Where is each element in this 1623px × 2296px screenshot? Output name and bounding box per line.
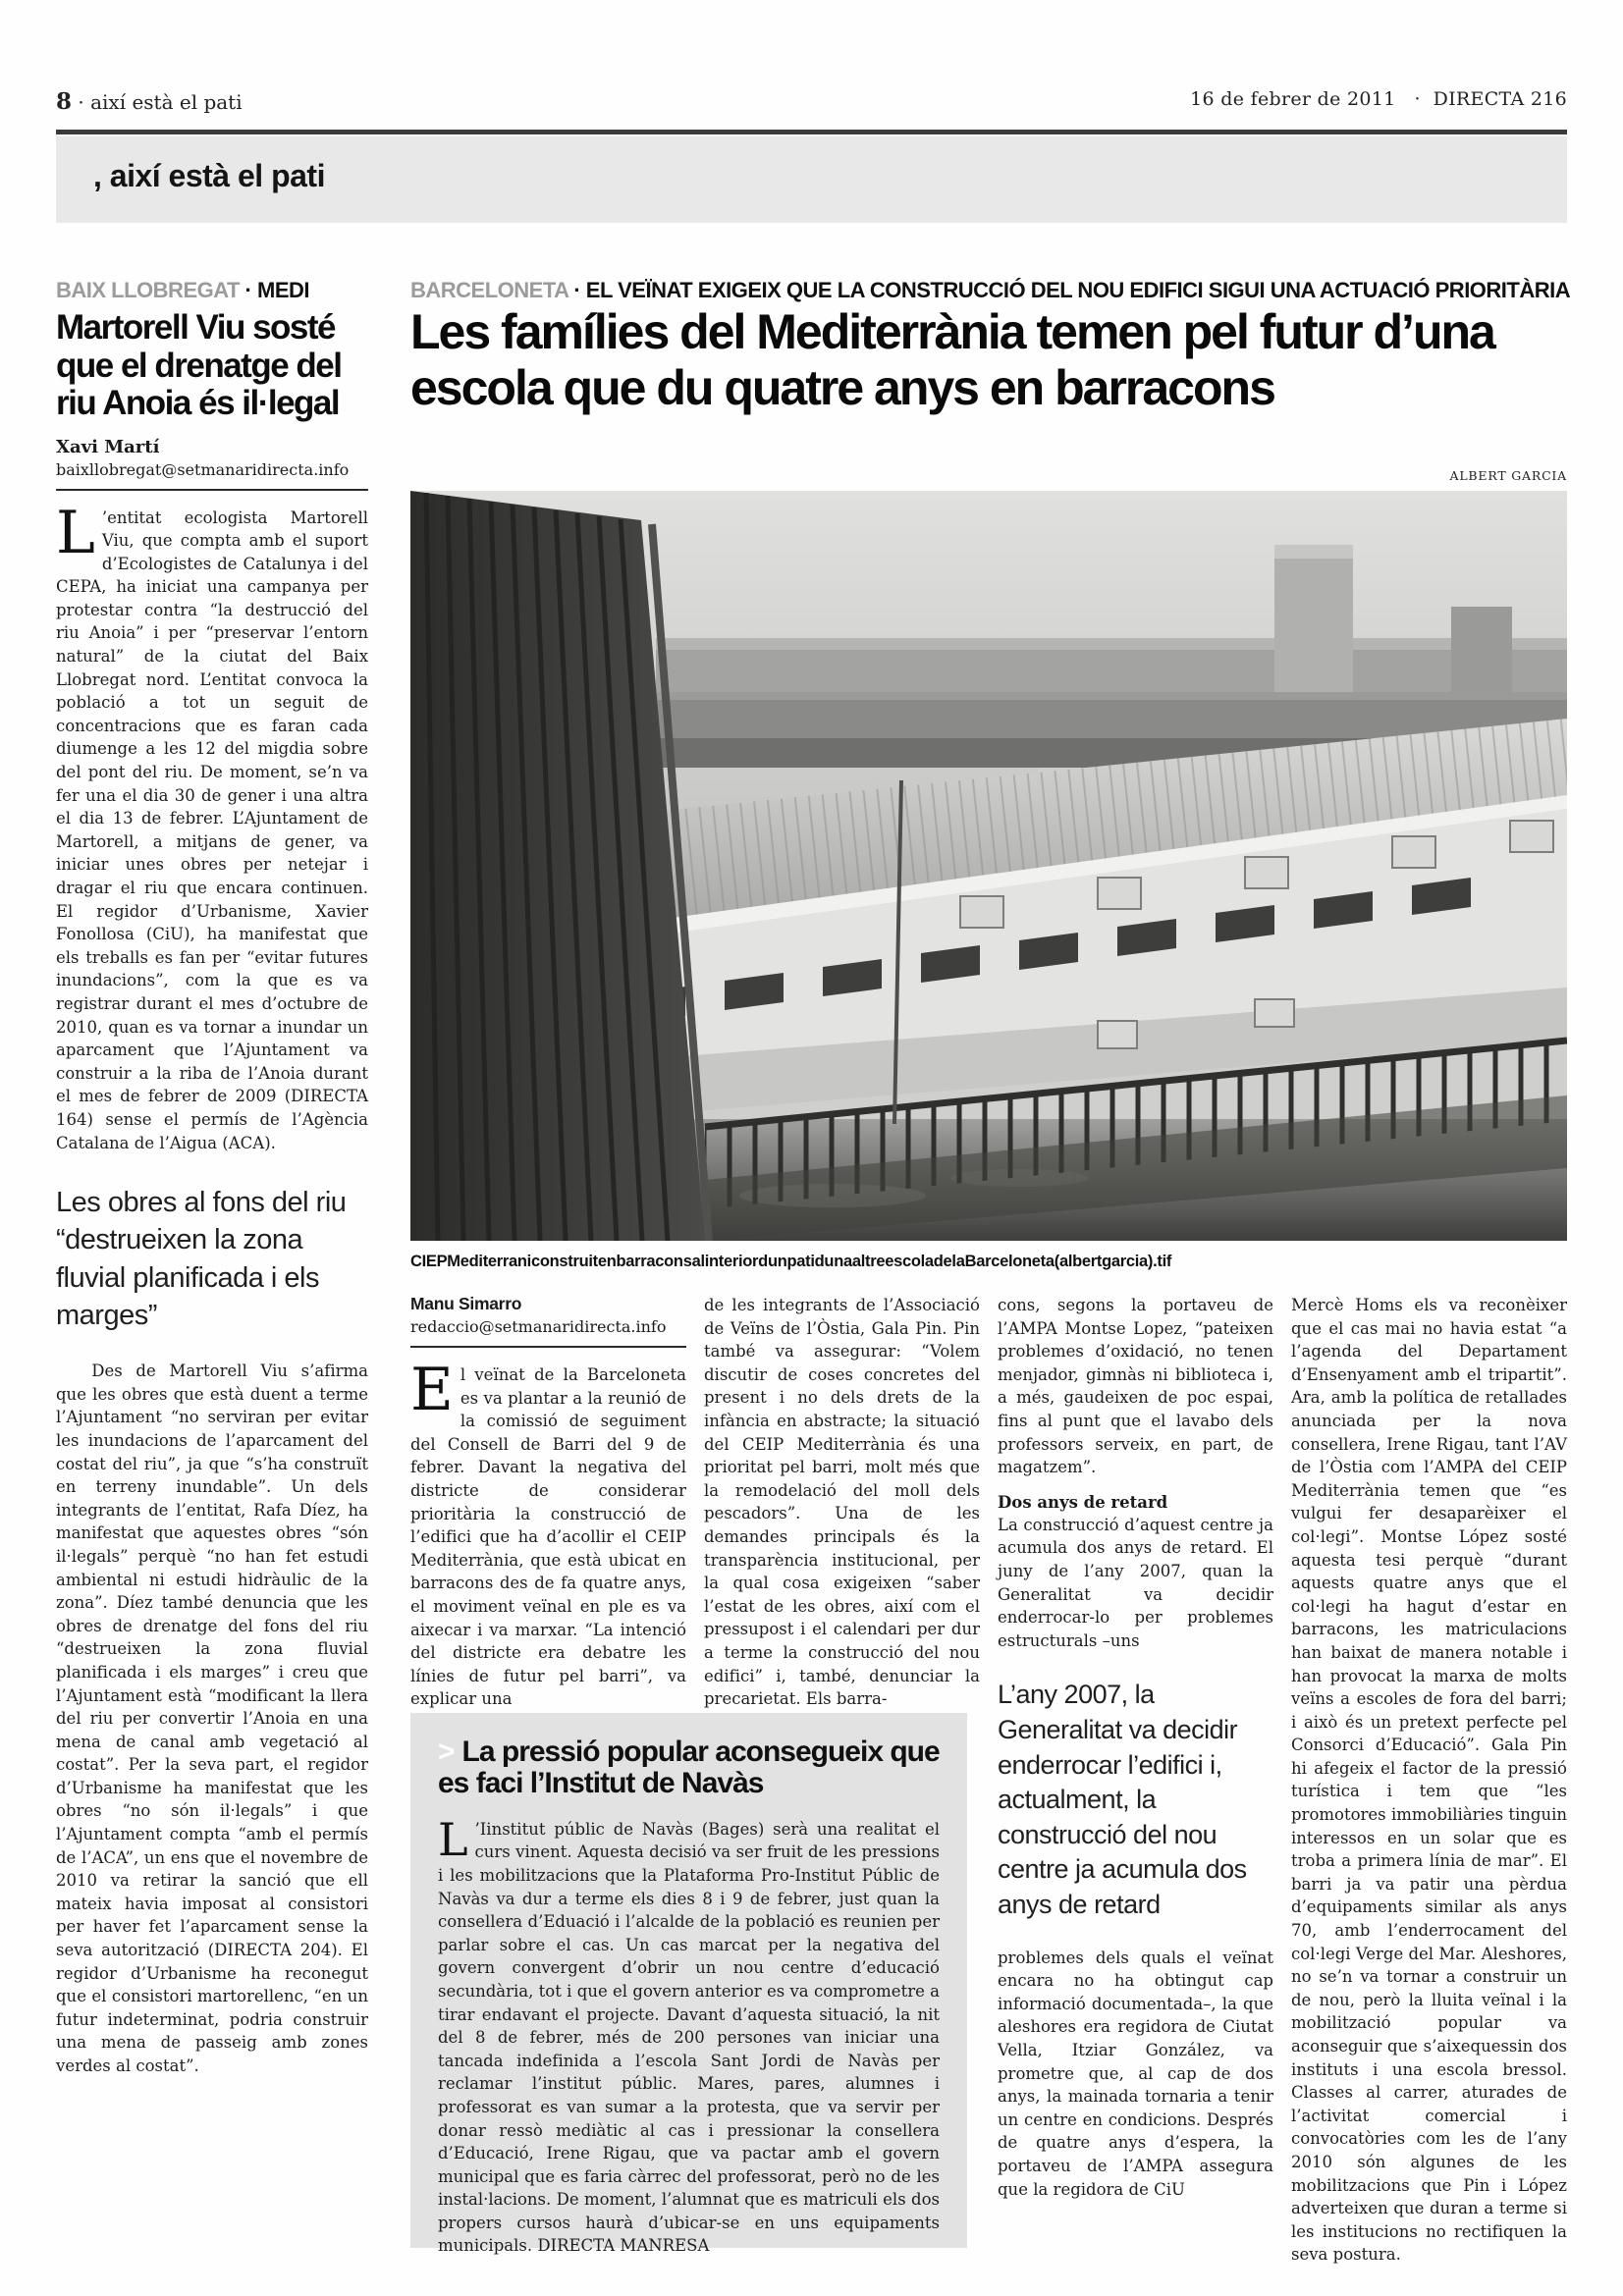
dropcap: L [56, 498, 95, 567]
box-article-title [438, 1736, 940, 1800]
main-article-col3 [998, 1294, 1273, 2201]
main-article-body-col1 [410, 1356, 686, 1711]
main-article-body-col3c: problemes dels quals el veïnat encara no ha obtingut cap informació documentada–, la que aleshores era regidora de Ciutat Vella, Itziar González, va prometre que, al cap de dos anys, la mainada tornaria a tenir un centre en condicions. Després de quatre anys d’espera, la portaveu de l’AMPA assegura que la regidora de CiU [998, 1948, 1273, 2199]
kicker-region: BAIX LLOBREGAT [56, 278, 240, 302]
main-article-subhead: Dos anys de retard [998, 1492, 1168, 1512]
masthead-date: 16 de febrer de 2011 [1190, 88, 1396, 110]
kicker-topic: EL VEÏNAT EXIGEIX QUE LA CONSTRUCCIÓ DEL NOU EDIFICI SIGUI UNA ACTUACIÓ PRIORITÀRIA [585, 278, 1571, 302]
section-banner [56, 136, 1567, 223]
byline-rule [410, 1346, 686, 1348]
main-article-col4: Mercè Homs els va reconèixer que el cas mai no havia estat “a l’agenda del Departament d’Ensenyament amb el tripartit”. Ara, amb la política de retallades anunciada per la nova consellera, Irene Rigau, tant l’AV de l’Òstia com l’AMPA del CEIP Mediterrània temen que “es vulgui fer desaparèixer el col·legi”. Montse López sosté aquesta tesi perquè “durant aquests quatre anys que el col·legi ha hagut d’estar en barracons, les matriculacions han baixat de manera notable i han provocat la marxa de molts veïns a escoles de fora del barri; i això és un pretext perfecte pel Consorci d’Educació”. Gala Pin hi afegeix el factor de la pressió turística i tem que “les promotores immobiliàries tinguin interessos en un solar que es troba a primera línia de mar”. El barri ja va patir una pèrdua d’equipaments similar als anys 70, amb l’enderrocament del col·legi Verge del Mar. Aleshores, no se’n va tornar a construir un de nou, però la lluita veïnal i la mobilització popular va aconseguir que s’aixequessin dos instituts i una escola bressol. Classes al carrer, aturades de l’activitat comercial i convocatòries com les de l’any 2010 són algunes de les mobilitzacions que Pin i López adverteixen que duran a terme si les institucions no rectifiquen la seva postura. [1291, 1296, 1567, 2265]
byline-rule [56, 489, 368, 491]
kicker-topic: MEDI [257, 278, 309, 302]
left-article-body-1 [56, 498, 368, 1155]
main-article-kicker [410, 278, 1571, 303]
dropcap: L [438, 1812, 468, 1866]
box-article-body [438, 1812, 940, 2258]
left-article-body-2: Des de Martorell Viu s’afirma que les obres que està duent a terme l’Ajuntament “no serviran per evitar les inundacions de l’aparcament del costat del riu”, ja que “s’ha construït en terreny inundable”. Un dels integrants de l’entitat, Rafa Díez, ha manifestat que aquestes obres “són il·legals” perquè “no han fet estudi ambiental ni estudi hidràulic de la zona”. Díez també denuncia que les obres de drenatge del fons del riu “destrueixen la zona fluvial planificada i els marges” i creu que l’Ajuntament està “modificant la llera del riu per convertir l’Anoia en una mena de canal amb vegetació al costat”. Per la seva part, el regidor d’Urbanisme ha manifestat que les obres “no són il·legals” i que l’Ajuntament compta “amb el permís de l’ACA”, un ens que el novembre de 2010 va retirar la sanció que ell mateix havia imposat al consistori per haver fet l’aparcament sense la seva autorització (DIRECTA 204). El regidor d’Urbanisme ha reconegut que el consistori martorellenc, “en un futur indeterminat, podria construir una mena de passeig amb zones verdes al costat”. [56, 1362, 368, 2075]
main-article-pull-quote: L’any 2007, la Generalitat va decidir enderrocar l’edifici i, actualment, la construcció del nou centre ja acumula dos anys de retard [998, 1680, 1247, 1920]
dropcap: E [410, 1356, 454, 1424]
main-article-col1 [410, 1294, 686, 1711]
main-article-headline: Les famílies del Mediterrània temen pel futur d’una escola que du quatre anys en barracons [410, 304, 1494, 415]
body-text: ’Iinstitut públic de Navàs (Bages) serà una realitat el curs vinent. Aquesta decisió va ser fruit de les pressions i les mobilitzacions que la Plataforma Pro-Institut Públic de Navàs va dur a terme els dies 8 i 9 de febrer, just quan la consellera d’Eduació i l’alcalde de la població es reunien per parlar sobre el cas. Un cas marcat per la negativa del govern convergent d’obrir un nou centre d’educació secundària, tot i que el govern anterior es va comprometre a tirar endavant el projecte. Davant d’aquesta situació, la nit del 8 de febrer, més de 200 persones van iniciar una tancada indefinida a l’escola Sant Jordi de Navàs per reclamar l’institut públic. Mares, pares, alumnes i professorat es van sumar a la protesta, que va servir per donar ressò mediàtic al cas i pressionar la consellera d’Educació, Irene Rigau, que va pactar amb el govern municipal que es faria càrrec del professorat, però no de les instal·lacions. De moment, l’alumnat que es matriculi els dos propers cursos haurà d’ubicar-se en uns equipaments municipals. DIRECTA MANRESA [438, 1819, 940, 2256]
main-article-author: Manu Simarro [410, 1294, 522, 1313]
masthead-separator-2: · [1401, 88, 1434, 110]
masthead-left [56, 88, 243, 115]
box-article [410, 1713, 967, 2256]
article-photo [410, 491, 1567, 1241]
photo-caption: CIEPMediterraniconstruitenbarraconsalinteriordunpatidunaaltreescoladelaBarceloneta(albertgarcia).tif [410, 1253, 1172, 1270]
left-article-kicker [56, 278, 368, 303]
kicker-sep: · [244, 278, 257, 302]
body-text: l veïnat de la Barceloneta es va plantar a la reunió de la comissió de seguiment del Consell de Barri del 9 de febrer. Davant la negativa del districte de considerar prioritària la construcció de l’edifici que ha d’acollir el CEIP Mediterrània, que està ubicat en barracons des de fa quatre anys, el moviment veïnal en ple es va aixecar i va marxar. “La intenció del districte era debatre les línies de futur pel barri”, va explicar una [410, 1365, 686, 1709]
masthead [56, 88, 1567, 115]
top-rule [56, 130, 1567, 134]
arrow-marker-icon: > [438, 1735, 455, 1768]
box-title-text: La pressió popular aconsegueix que es faci l’Institut de Navàs [438, 1735, 940, 1800]
masthead-section: així està el pati [90, 90, 243, 114]
section-banner-label: , així està el pati [93, 158, 325, 193]
left-article [56, 278, 368, 2078]
left-article-headline: Martorell Viu sosté que el drenatge del riu Anoia és il·legal [56, 308, 342, 422]
article-photo-svg [410, 491, 1567, 1241]
body-text: ’entitat ecologista Martorell Viu, que compta amb el suport d’Ecologistes de Catalunya i del CEPA, ha iniciat una campanya per protestar contra “la destrucció del riu Anoia” i per “preservar l’entorn natural” de la ciutat del Baix Llobregat nord. L’entitat convoca la població a tot un seguit de concentracions que es faran cada diumenge a les 12 del migdia sobre del pont del riu. De moment, se’n va fer una el dia 30 de gener i una altra el dia 13 de febrer. L’Ajuntament de Martorell, a mitjans de gener, va iniciar unes obres per netejar i dragar el riu que encara continuen. El regidor d’Urbanisme, Xavier Fonollosa (CiU), ha manifestat que els treballs es fan per “evitar futures inundacions”, com la que es va registrar durant el mes d’octubre de 2010, quan es va tornar a inundar un aparcament que l’Ajuntament va construir a la riba de l’Anoia durant el mes de febrer de 2009 (DIRECTA 164) sense el permís de l’Agència Catalana de l’Aigua (ACA). [56, 507, 368, 1152]
masthead-separator: · [78, 90, 91, 114]
left-article-pull-quote: Les obres al fons del riu “destrueixen la zona fluvial planificada i els marges” [56, 1187, 347, 1331]
main-article-email: redaccio@setmanaridirecta.info [410, 1317, 667, 1336]
main-article-col2: de les integrants de l’Associació de Veïns de l’Òstia, Gala Pin. Pin també va assegurar: “Volem discutir de coses concretes del present i no dels drets de la infància en abstracte; la situació del CEIP Mediterrània és una prioritat pel barri, molt més que la remodelació del moll dels pescadors”. Una de les demandes principals és la transparència institucional, per la qual cosa exigeixen “saber l’estat de les obres, així com el pressupost i el calendari per dur a terme la construcció del nou edifici” i, també, denunciar la precarietat. Els barra- [704, 1296, 980, 1709]
main-article-body-col3b: La construcció d’aquest centre ja acumula dos anys de retard. El juny de l’any 2007, quan la Generalitat va decidir enderrocar-lo per problemes estructurals –uns [998, 1515, 1273, 1650]
left-article-author: Xavi Martí [56, 436, 160, 457]
masthead-issue: DIRECTA 216 [1433, 88, 1567, 110]
masthead-right [1190, 88, 1567, 115]
page-number: 8 [56, 88, 73, 115]
main-article-body-col3a: cons, segons la portaveu de l’AMPA Montse Lopez, “pateixen problemes d’oxidació, no tenen menjador, gimnàs ni biblioteca i, a més, gaudeixen de poc espai, fins al punt que el lavabo dels professors serveix, en part, de magatzem”. [998, 1296, 1273, 1477]
kicker-region: BARCELONETA [410, 278, 568, 302]
left-article-email: baixllobregat@setmanaridirecta.info [56, 459, 350, 479]
kicker-sep: · [573, 278, 586, 302]
photo-credit: ALBERT GARCIA [1449, 468, 1567, 483]
